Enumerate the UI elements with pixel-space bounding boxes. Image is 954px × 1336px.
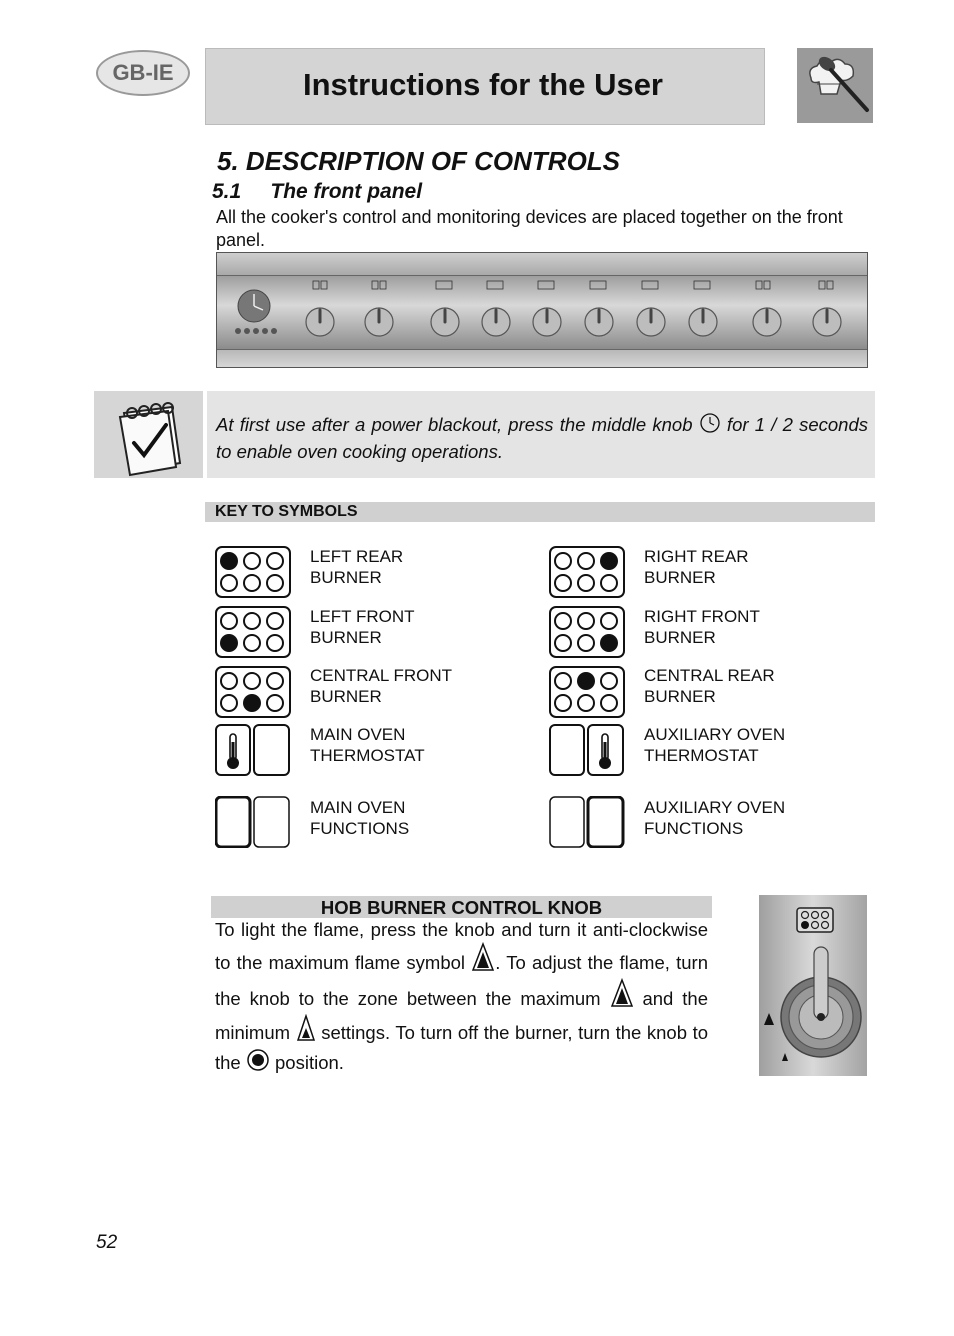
burner-central-front-icon: [215, 666, 291, 718]
header-bar: [205, 48, 765, 125]
section-heading: 5. DESCRIPTION OF CONTROLS: [217, 146, 621, 176]
key-to-symbols-header: KEY TO SYMBOLS: [205, 502, 875, 522]
page-title: Instructions for the User: [303, 67, 663, 102]
hob-knob-header: HOB BURNER CONTROL KNOB: [211, 896, 712, 918]
main-oven-functions-icon: [215, 796, 291, 848]
hob-knob-illustration: [759, 895, 867, 1076]
chef-hat-spoon-icon: [797, 48, 873, 123]
hob-knob-instructions: To light the flame, press the knob and turn it anti-clockwise to the maximum flame symbol . To adjust the flame, turn the knob to the zone between the maximum and the minimum settings. To turn off the burner, turn the knob to the position.: [215, 918, 708, 1078]
key-label-right-front: RIGHT FRONT BURNER: [644, 607, 760, 647]
control-knobs: [217, 276, 867, 349]
note-text: At first use after a power blackout, press the middle knob for 1 / 2 seconds to enable oven cooking operations.: [216, 414, 868, 462]
burner-right-rear-icon: [549, 546, 625, 598]
key-label-central-front: CENTRAL FRONT BURNER: [310, 666, 452, 706]
aux-oven-thermostat-icon: [549, 724, 625, 776]
notepad-check-icon: [94, 391, 207, 478]
language-badge: GB-IE: [96, 50, 190, 96]
max-flame-icon-2: [610, 978, 634, 1014]
min-flame-icon: [296, 1014, 316, 1048]
key-label-central-rear: CENTRAL REAR BURNER: [644, 666, 775, 706]
front-panel-illustration: [216, 252, 868, 368]
off-dot-icon: [246, 1048, 270, 1078]
key-label-aux-oven-functions: AUXILIARY OVEN FUNCTIONS: [644, 798, 786, 838]
subsection-heading: 5.1 The front panel: [212, 180, 423, 203]
page-number: 52: [96, 1232, 118, 1253]
burner-left-rear-icon: [215, 546, 291, 598]
key-label-left-front: LEFT FRONT BURNER: [310, 607, 415, 647]
burner-central-rear-icon: [549, 666, 625, 718]
key-label-left-rear: LEFT REAR BURNER: [310, 547, 404, 587]
key-label-main-oven-thermostat: MAIN OVEN THERMOSTAT: [310, 725, 425, 765]
burner-right-front-icon: [549, 606, 625, 658]
clock-icon: [699, 412, 721, 440]
intro-paragraph: All the cooker's control and monitoring devices are placed together on the front panel.: [216, 207, 843, 250]
max-flame-icon: [471, 942, 495, 978]
aux-oven-functions-icon: [549, 796, 625, 848]
burner-left-front-icon: [215, 606, 291, 658]
key-label-aux-oven-thermostat: AUXILIARY OVEN THERMOSTAT: [644, 725, 786, 765]
key-label-main-oven-functions: MAIN OVEN FUNCTIONS: [310, 798, 410, 838]
main-oven-thermostat-icon: [215, 724, 291, 776]
key-label-right-rear: RIGHT REAR BURNER: [644, 547, 749, 587]
